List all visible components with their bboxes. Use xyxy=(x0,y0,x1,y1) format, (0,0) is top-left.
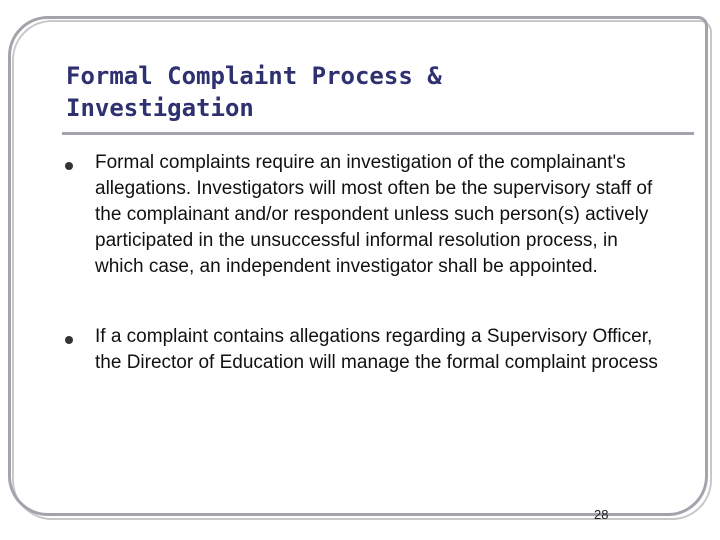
slide-title-line-1: Formal Complaint Process & xyxy=(66,62,442,90)
slide-title xyxy=(66,60,666,124)
bullet-list xyxy=(62,150,662,376)
slide-title-line-2: Investigation xyxy=(66,94,254,122)
bullet-dot-icon xyxy=(65,336,73,344)
bullet-dot-icon xyxy=(65,162,73,170)
title-divider xyxy=(62,132,694,135)
bullet-item xyxy=(62,150,662,280)
bullet-text: If a complaint contains allegations regarding a Supervisory Officer, the Director of Education will manage the formal complaint process xyxy=(95,326,658,373)
page-number: 28 xyxy=(594,507,609,522)
bullet-text: Formal complaints require an investigation of the complainant's allegations. Investigators will most often be the supervisory staff of the complainant and/or respondent unless such person(s) actively participated in the unsuccessful informal resolution process, in which case, an independent investigator shall be appointed. xyxy=(95,152,653,277)
bullet-item xyxy=(62,324,662,376)
